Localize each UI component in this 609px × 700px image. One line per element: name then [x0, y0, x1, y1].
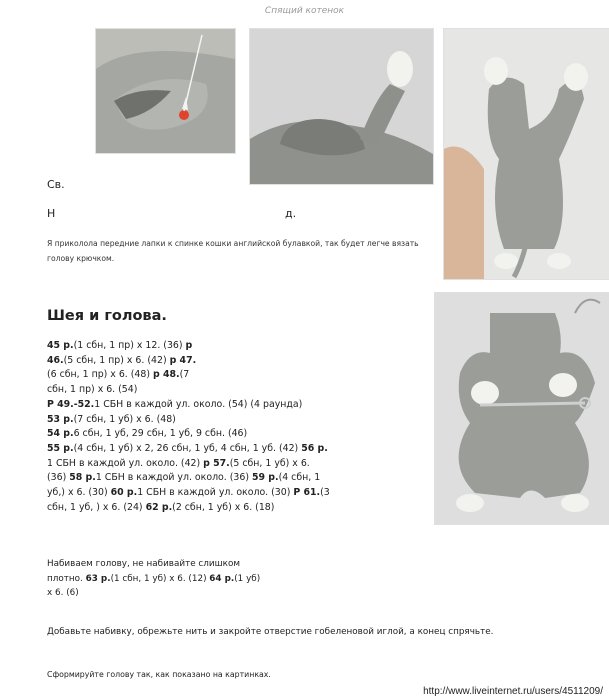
pattern-line	[47, 398, 357, 413]
pin-note: Я приколола передние лапки к спинке кошки английской булавкой, так будет легче вязать голову крючком.	[47, 239, 419, 263]
stitch-text: (36)	[47, 472, 70, 484]
stitch-text: (7	[179, 369, 190, 381]
stitch-text: 1 СБН в каждой ул. около. (42)	[47, 457, 204, 469]
pattern-line	[47, 413, 357, 428]
stitch-text: (5 сбн, 1 уб) x 6.	[229, 457, 310, 469]
section-title: Шея и голова.	[47, 308, 167, 324]
stitch-text: 1 СБН в каждой ул. около. (30)	[137, 487, 294, 499]
stitch-text: (5 сбн, 1 пр) x 6. (42)	[63, 354, 170, 366]
row-number: 59 р.	[251, 472, 279, 484]
stitch-text: Набиваем голову, не набивайте слишком	[47, 559, 240, 569]
stuffing-line	[47, 586, 377, 601]
pattern-line	[47, 383, 357, 398]
row-number: 46.	[47, 354, 64, 366]
pattern-line	[47, 471, 357, 486]
stitch-text: (4 сбн, 1	[278, 472, 321, 484]
pattern-line	[47, 339, 357, 354]
stitch-text: (3	[320, 487, 330, 499]
stitch-text: x 6. (6)	[47, 588, 79, 598]
photo-pinned-paws	[434, 292, 609, 525]
pattern-line	[47, 427, 357, 442]
pattern-line	[47, 354, 357, 369]
row-number: р 47.	[169, 354, 197, 366]
stitch-text: уб,) x 6. (30)	[47, 487, 111, 499]
stitch-text: сбн, 1 пр) x 6. (54)	[47, 384, 138, 396]
stitch-text: (7 сбн, 1 уб) x 6. (48)	[73, 413, 176, 425]
row-number: 58 р.	[69, 472, 96, 484]
photo-body-arm	[249, 28, 434, 185]
row-number: Р 49.-52.	[47, 398, 95, 410]
row-number: 53 р.	[47, 413, 74, 425]
pattern-line	[47, 457, 357, 472]
row-number: р 57.	[203, 457, 230, 469]
photo-back-view	[443, 28, 609, 280]
closing-instructions: Добавьте набивку, обрежьте нить и закройте отверстие гобеленовой иглой, а конец спрячьте.	[47, 627, 494, 637]
row-number: 64 р.	[209, 573, 235, 584]
stitch-text: (1 сбн, 1 уб) x 6. (12)	[110, 573, 210, 584]
row-number: 60 р.	[110, 487, 138, 499]
stitch-text: (1 сбн, 1 пр) x 12. (36)	[73, 340, 186, 351]
source-watermark: http://www.liveinternet.ru/users/4511209/	[423, 686, 603, 697]
pattern-line	[47, 486, 357, 501]
stitch-text: 6 сбн, 1 уб, 29 сбн, 1 уб, 9 сбн. (46)	[73, 428, 248, 440]
row-number: р 48.	[152, 369, 180, 381]
photo-ear-closeup	[95, 28, 236, 154]
row-number: 62 р.	[145, 501, 173, 513]
stitch-text: (1 уб)	[234, 573, 261, 584]
label-sv: Св.	[47, 178, 65, 191]
pattern-line	[47, 501, 357, 516]
label-n: Н	[47, 207, 56, 220]
stitch-text: (4 сбн, 1 уб) x 2, 26 сбн, 1 уб, 4 сбн, 1 уб. (42)	[73, 442, 302, 454]
stitch-text: плотно.	[47, 573, 86, 584]
stuffing-line	[47, 557, 377, 572]
stuffing-instructions	[47, 557, 377, 601]
row-number: Р 61.	[293, 487, 321, 499]
pattern-instructions	[47, 339, 357, 515]
stitch-text: сбн, 1 уб, ) x 6. (24)	[47, 501, 146, 513]
stitch-text: 1 СБН в каждой ул. около. (36)	[95, 472, 252, 484]
row-number: 56 р.	[301, 442, 328, 454]
row-number: р	[185, 340, 193, 351]
shape-note: Сформируйте голову так, как показано на картинках.	[47, 670, 271, 679]
pattern-line	[47, 368, 357, 383]
stitch-text: (2 сбн, 1 уб) x 6. (18)	[172, 501, 275, 513]
row-number: 55 р.	[47, 442, 74, 454]
row-number: 54 р.	[47, 428, 74, 440]
stitch-text: (6 сбн, 1 пр) x 6. (48)	[47, 369, 153, 381]
page-header: Спящий котенок	[264, 6, 345, 16]
stitch-text: 1 СБН в каждой ул. около. (54) (4 раунда)	[94, 398, 303, 410]
row-number: 63 р.	[85, 573, 111, 584]
stuffing-line	[47, 572, 377, 587]
pattern-line	[47, 442, 357, 457]
row-number: 45 р.	[47, 340, 74, 351]
label-d: д.	[285, 207, 297, 220]
